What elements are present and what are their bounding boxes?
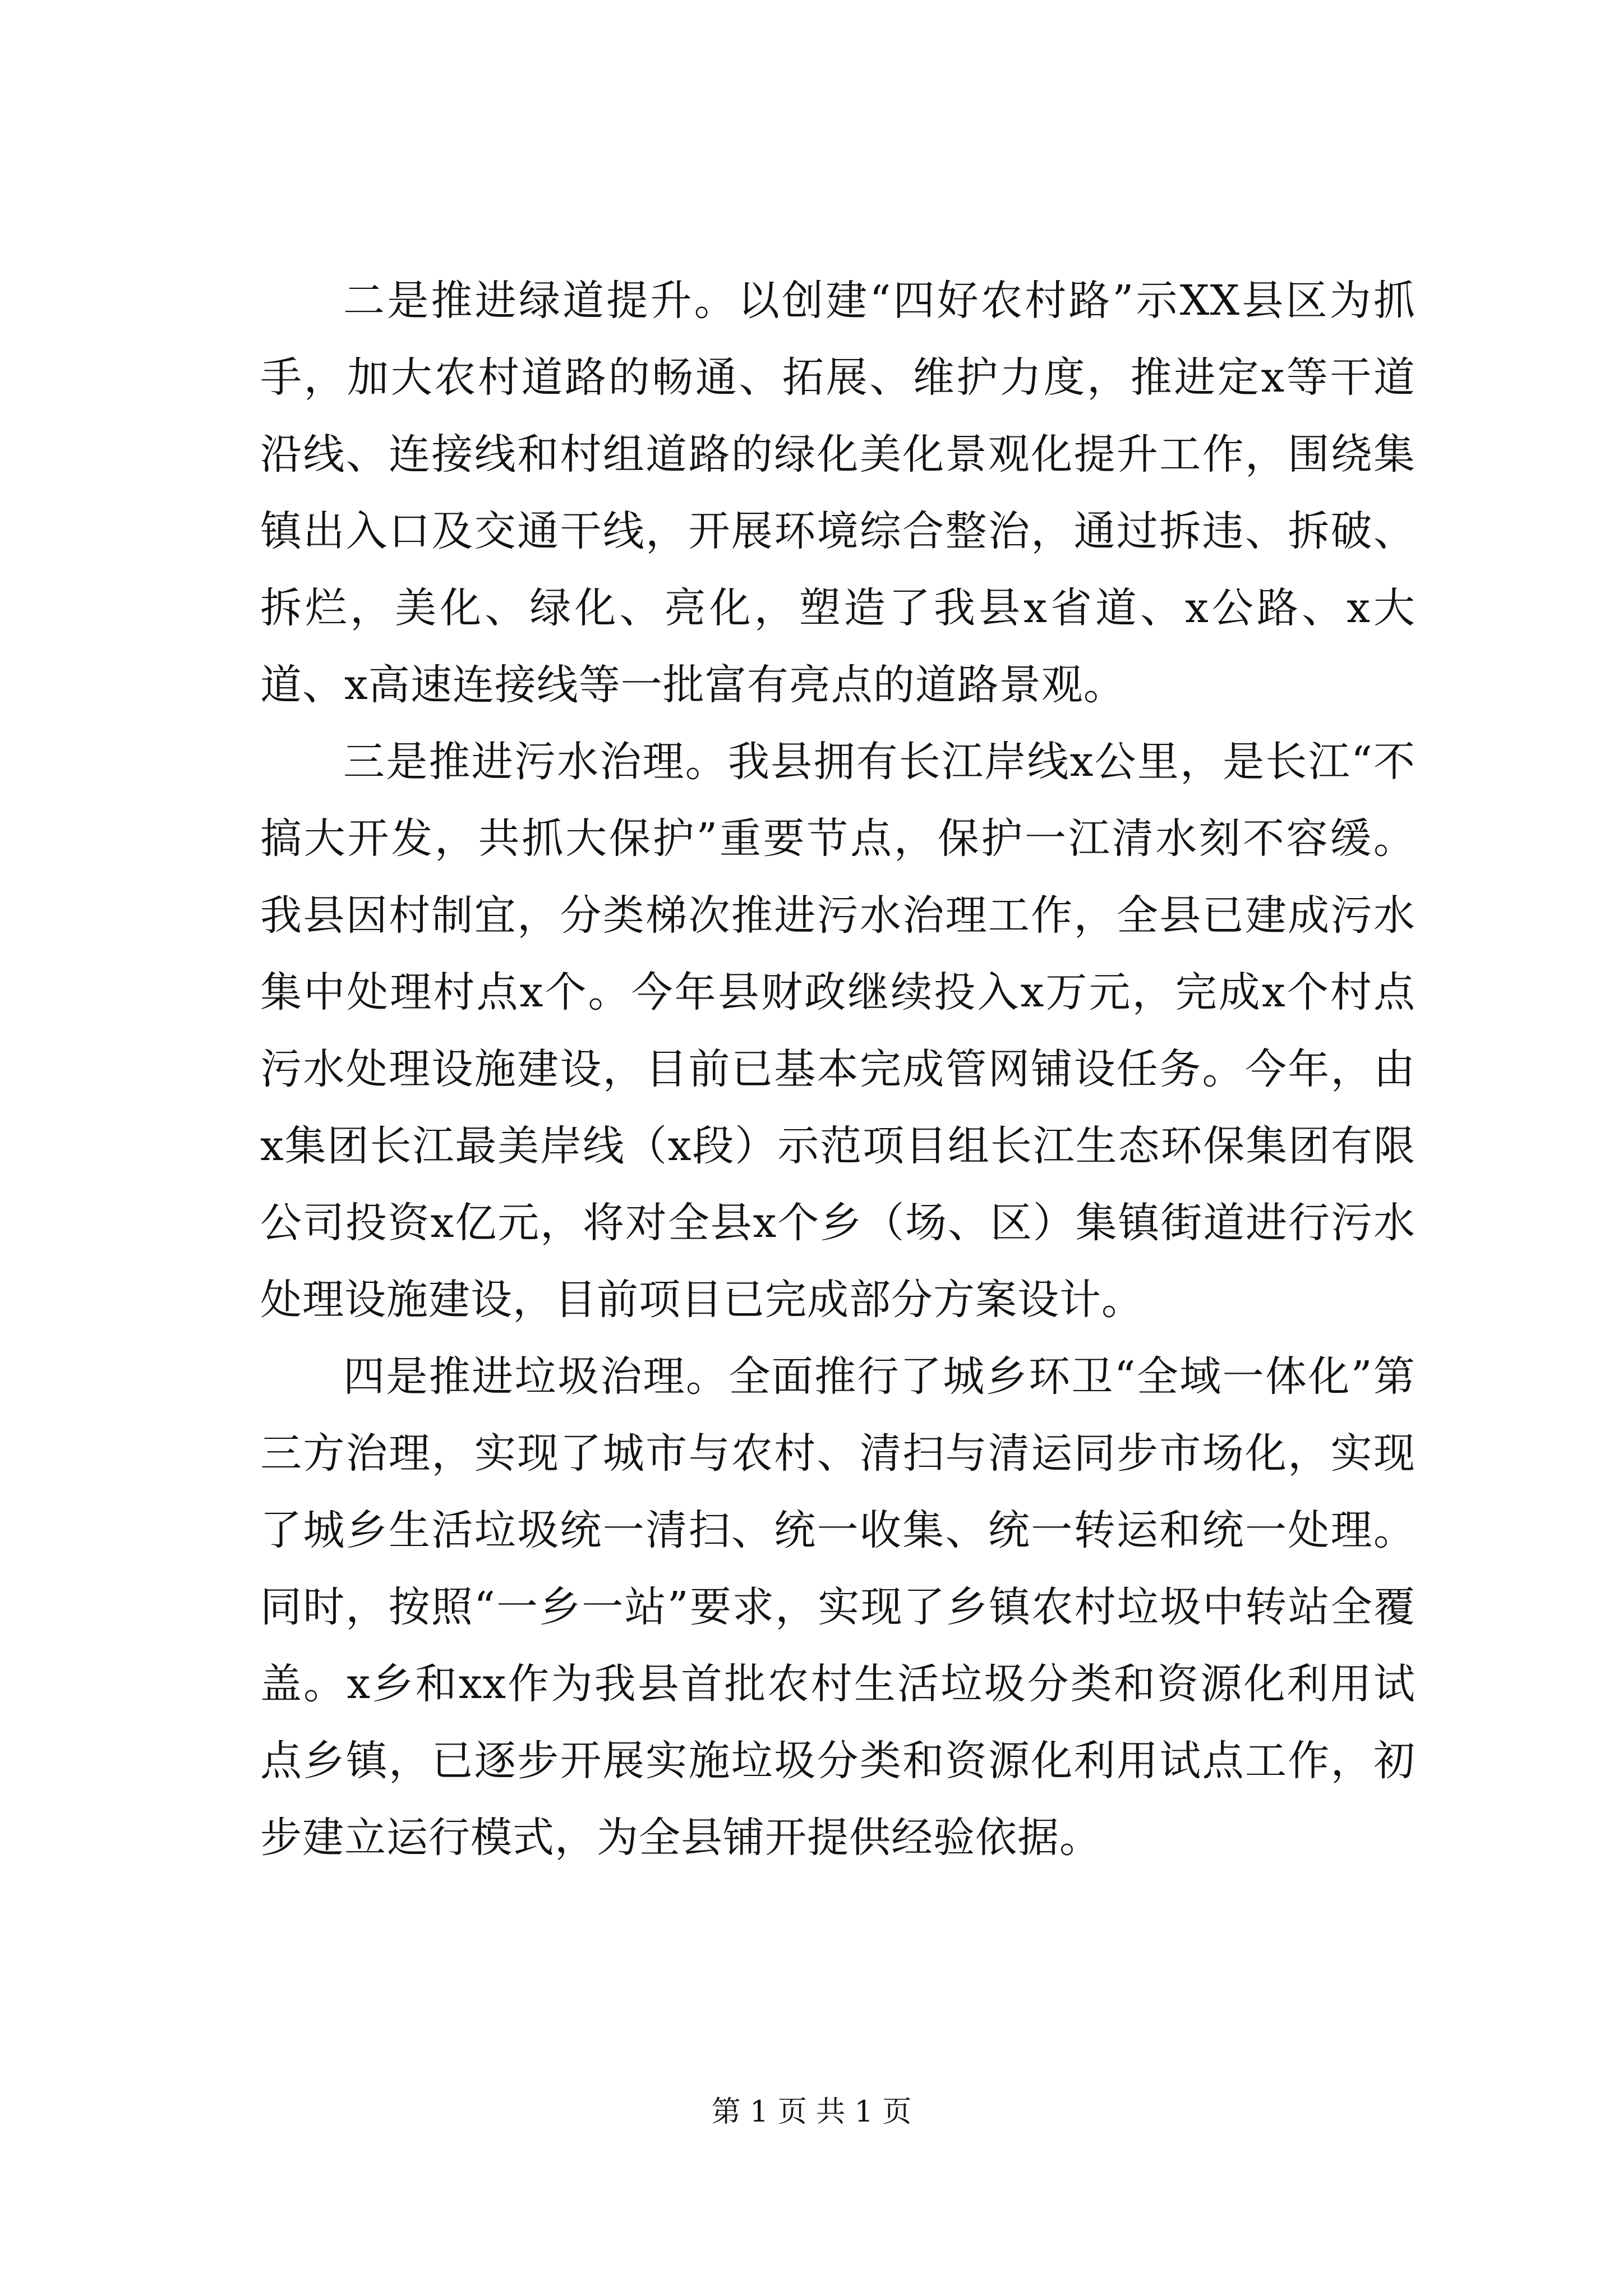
page-footer: 第 1 页 共 1 页 <box>711 2095 912 2129</box>
document-body <box>260 263 1415 1876</box>
paragraph-sewage-treatment: 三是推进污水治理。我县拥有长江岸线x公里，是长江“不搞大开发，共抓大保护”重要节点，保护一江清水刻不容缓。我县因村制宜，分类梯次推进污水治理工作，全县已建成污水集中处理村点x个。今年县财政继续投入x万元，完成x个村点污水处理设施建设，目前已基本完成管网铺设任务。今年，由x集团长江最美岸线（x段）示范项目组长江生态环保集团有限公司投资x亿元，将对全县x个乡（场、区）集镇街道进行污水处理设施建设，目前项目已完成部分方案设计。 <box>260 738 1415 1324</box>
paragraph-green-roads: 二是推进绿道提升。以创建“四好农村路”示XX县区为抓手，加大农村道路的畅通、拓展、维护力度，推进定x等干道沿线、连接线和村组道路的绿化美化景观化提升工作，围绕集镇出入口及交通干线，开展环境综合整治，通过拆违、拆破、拆烂，美化、绿化、亮化，塑造了我县x省道、x公路、x大道、x高速连接线等一批富有亮点的道路景观。 <box>260 277 1415 709</box>
paragraph-garbage-treatment: 四是推进垃圾治理。全面推行了城乡环卫“全域一体化”第三方治理，实现了城市与农村、清扫与清运同步市场化，实现了城乡生活垃圾统一清扫、统一收集、统一转运和统一处理。同时，按照“一乡一站”要求，实现了乡镇农村垃圾中转站全覆盖。x乡和xx作为我县首批农村生活垃圾分类和资源化利用试点乡镇，已逐步开展实施垃圾分类和资源化利用试点工作，初步建立运行模式，为全县铺开提供经验依据。 <box>260 1352 1415 1862</box>
